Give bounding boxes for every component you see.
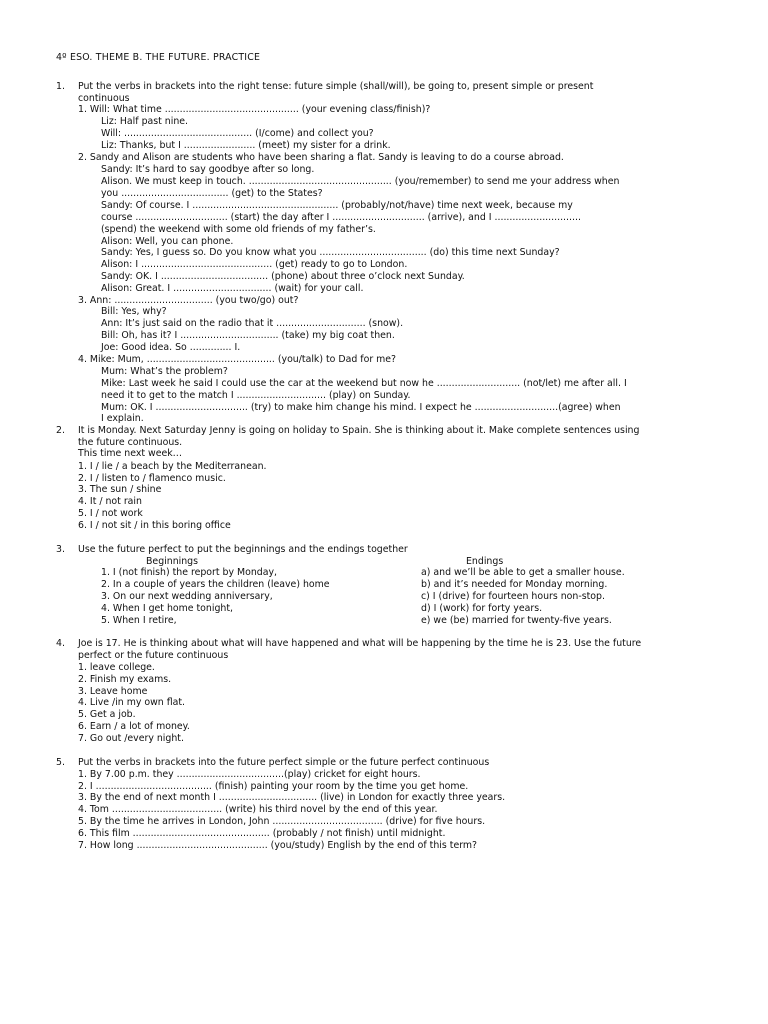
text-line: 7. How long ............................................ (you/study) English by the end of this term?: [78, 840, 478, 851]
text-line: Alison: Well, you can phone.: [101, 236, 234, 247]
text-line: 1.: [56, 81, 65, 92]
text-line: 5. By the time he arrives in London, John ..................................... (drive) for five hours.: [78, 816, 486, 827]
text-line: 1. I / lie / a beach by the Mediterranean.: [78, 461, 267, 472]
text-line: I explain.: [101, 413, 144, 424]
text-line: 3. By the end of next month I ................................. (live) in London for exactly three years.: [78, 792, 506, 803]
text-line: c) I (drive) for fourteen hours non-stop.: [421, 591, 605, 602]
text-line: 5. When I retire,: [101, 615, 177, 626]
text-line: Alison: I ............................................ (get) ready to go to London.: [101, 259, 408, 270]
text-line: Mum: OK. I ............................... (try) to make him change his mind. I expect he ............................(agree) when: [101, 402, 621, 413]
text-line: 6. This film .............................................. (probably / not finish) until midnight.: [78, 828, 446, 839]
text-line: 5. I / not work: [78, 508, 143, 519]
text-line: It is Monday. Next Saturday Jenny is going on holiday to Spain. She is thinking about it. Make complete sentences using: [78, 425, 640, 436]
text-line: you .................................... (get) to the States?: [101, 188, 323, 199]
text-line: 1. I (not finish) the report by Monday,: [101, 567, 278, 578]
text-line: 3. On our next wedding anniversary,: [101, 591, 273, 602]
text-line: 6. Earn / a lot of money.: [78, 721, 190, 732]
text-line: 2. I / listen to / flamenco music.: [78, 473, 226, 484]
text-line: continuous: [78, 93, 130, 104]
text-line: 4. When I get home tonight,: [101, 603, 234, 614]
text-line: d) I (work) for forty years.: [421, 603, 543, 614]
text-line: Ann: It’s just said on the radio that it .............................. (snow).: [101, 318, 404, 329]
text-line: (spend) the weekend with some old friends of my father’s.: [101, 224, 376, 235]
text-line: 5.: [56, 757, 65, 768]
text-line: perfect or the future continuous: [78, 650, 229, 661]
text-line: 2. Sandy and Alison are students who have been sharing a flat. Sandy is leaving to do a course abroad.: [78, 152, 564, 163]
text-line: need it to get to the match I .............................. (play) on Sunday.: [101, 390, 411, 401]
page-title: 4º ESO. THEME B. THE FUTURE. PRACTICE: [56, 52, 261, 63]
text-line: 2. In a couple of years the children (leave) home: [101, 579, 330, 590]
text-line: the future continuous.: [78, 437, 183, 448]
text-line: Bill: Yes, why?: [101, 306, 167, 317]
text-line: course ............................... (start) the day after I ............................... (arrive), and I .............................: [101, 212, 581, 223]
text-line: 4. Mike: Mum, ........................................... (you/talk) to Dad for me?: [78, 354, 397, 365]
text-line: Endings: [466, 556, 504, 567]
text-line: Will: ........................................... (I/come) and collect you?: [101, 128, 374, 139]
text-line: Sandy: OK. I .................................... (phone) about three o’clock next Sunday.: [101, 271, 465, 282]
text-line: 4.: [56, 638, 65, 649]
text-line: 4. It / not rain: [78, 496, 142, 507]
text-line: Alison: Great. I ................................. (wait) for your call.: [101, 283, 364, 294]
text-line: 3. The sun / shine: [78, 484, 162, 495]
text-line: Use the future perfect to put the beginnings and the endings together: [78, 544, 408, 555]
text-line: Put the verbs in brackets into the future perfect simple or the future perfect continuous: [78, 757, 490, 768]
text-line: Sandy: Yes, I guess so. Do you know what you .................................... (do) this time next Sunday?: [101, 247, 560, 258]
text-line: Mum: What’s the problem?: [101, 366, 228, 377]
text-line: 3. Ann: ................................. (you two/go) out?: [78, 295, 299, 306]
text-line: Sandy: It’s hard to say goodbye after so long.: [101, 164, 315, 175]
text-line: Bill: Oh, has it? I ................................. (take) my big coat then.: [101, 330, 395, 341]
text-line: 1. leave college.: [78, 662, 155, 673]
text-line: Joe is 17. He is thinking about what will have happened and what will be happening by the time he is 23. Use the future: [78, 638, 642, 649]
text-line: 2. I ....................................... (finish) painting your room by the time you get home.: [78, 781, 469, 792]
text-line: Liz: Half past nine.: [101, 116, 189, 127]
text-line: b) and it’s needed for Monday morning.: [421, 579, 608, 590]
text-line: Liz: Thanks, but I ........................ (meet) my sister for a drink.: [101, 140, 391, 151]
text-line: 4. Live /in my own flat.: [78, 697, 186, 708]
text-line: Alison. We must keep in touch. ................................................ (you/remember) to send me your address when: [101, 176, 620, 187]
text-line: e) we (be) married for twenty-five years.: [421, 615, 612, 626]
text-line: 2. Finish my exams.: [78, 674, 172, 685]
text-line: Joe: Good idea. So .............. I.: [101, 342, 241, 353]
text-line: 3.: [56, 544, 65, 555]
text-line: This time next week…: [78, 448, 183, 459]
text-line: a) and we’ll be able to get a smaller house.: [421, 567, 625, 578]
text-line: Mike: Last week he said I could use the car at the weekend but now he ............................ (not/let) me after all. I: [101, 378, 627, 389]
text-line: 3. Leave home: [78, 686, 148, 697]
text-line: 7. Go out /every night.: [78, 733, 184, 744]
text-line: 4. Tom ..................................... (write) his third novel by the end of this year.: [78, 804, 438, 815]
text-line: Sandy: Of course. I ................................................. (probably/not/have) time next week, because my: [101, 200, 573, 211]
text-line: 5. Get a job.: [78, 709, 136, 720]
text-line: 2.: [56, 425, 65, 436]
text-line: 1. Will: What time ............................................. (your evening class/finish)?: [78, 104, 431, 115]
text-line: 6. I / not sit / in this boring office: [78, 520, 231, 531]
text-line: Beginnings: [146, 556, 199, 567]
text-line: Put the verbs in brackets into the right tense: future simple (shall/will), be going to, present simple or present: [78, 81, 594, 92]
text-line: 1. By 7.00 p.m. they ....................................(play) cricket for eight hours.: [78, 769, 421, 780]
